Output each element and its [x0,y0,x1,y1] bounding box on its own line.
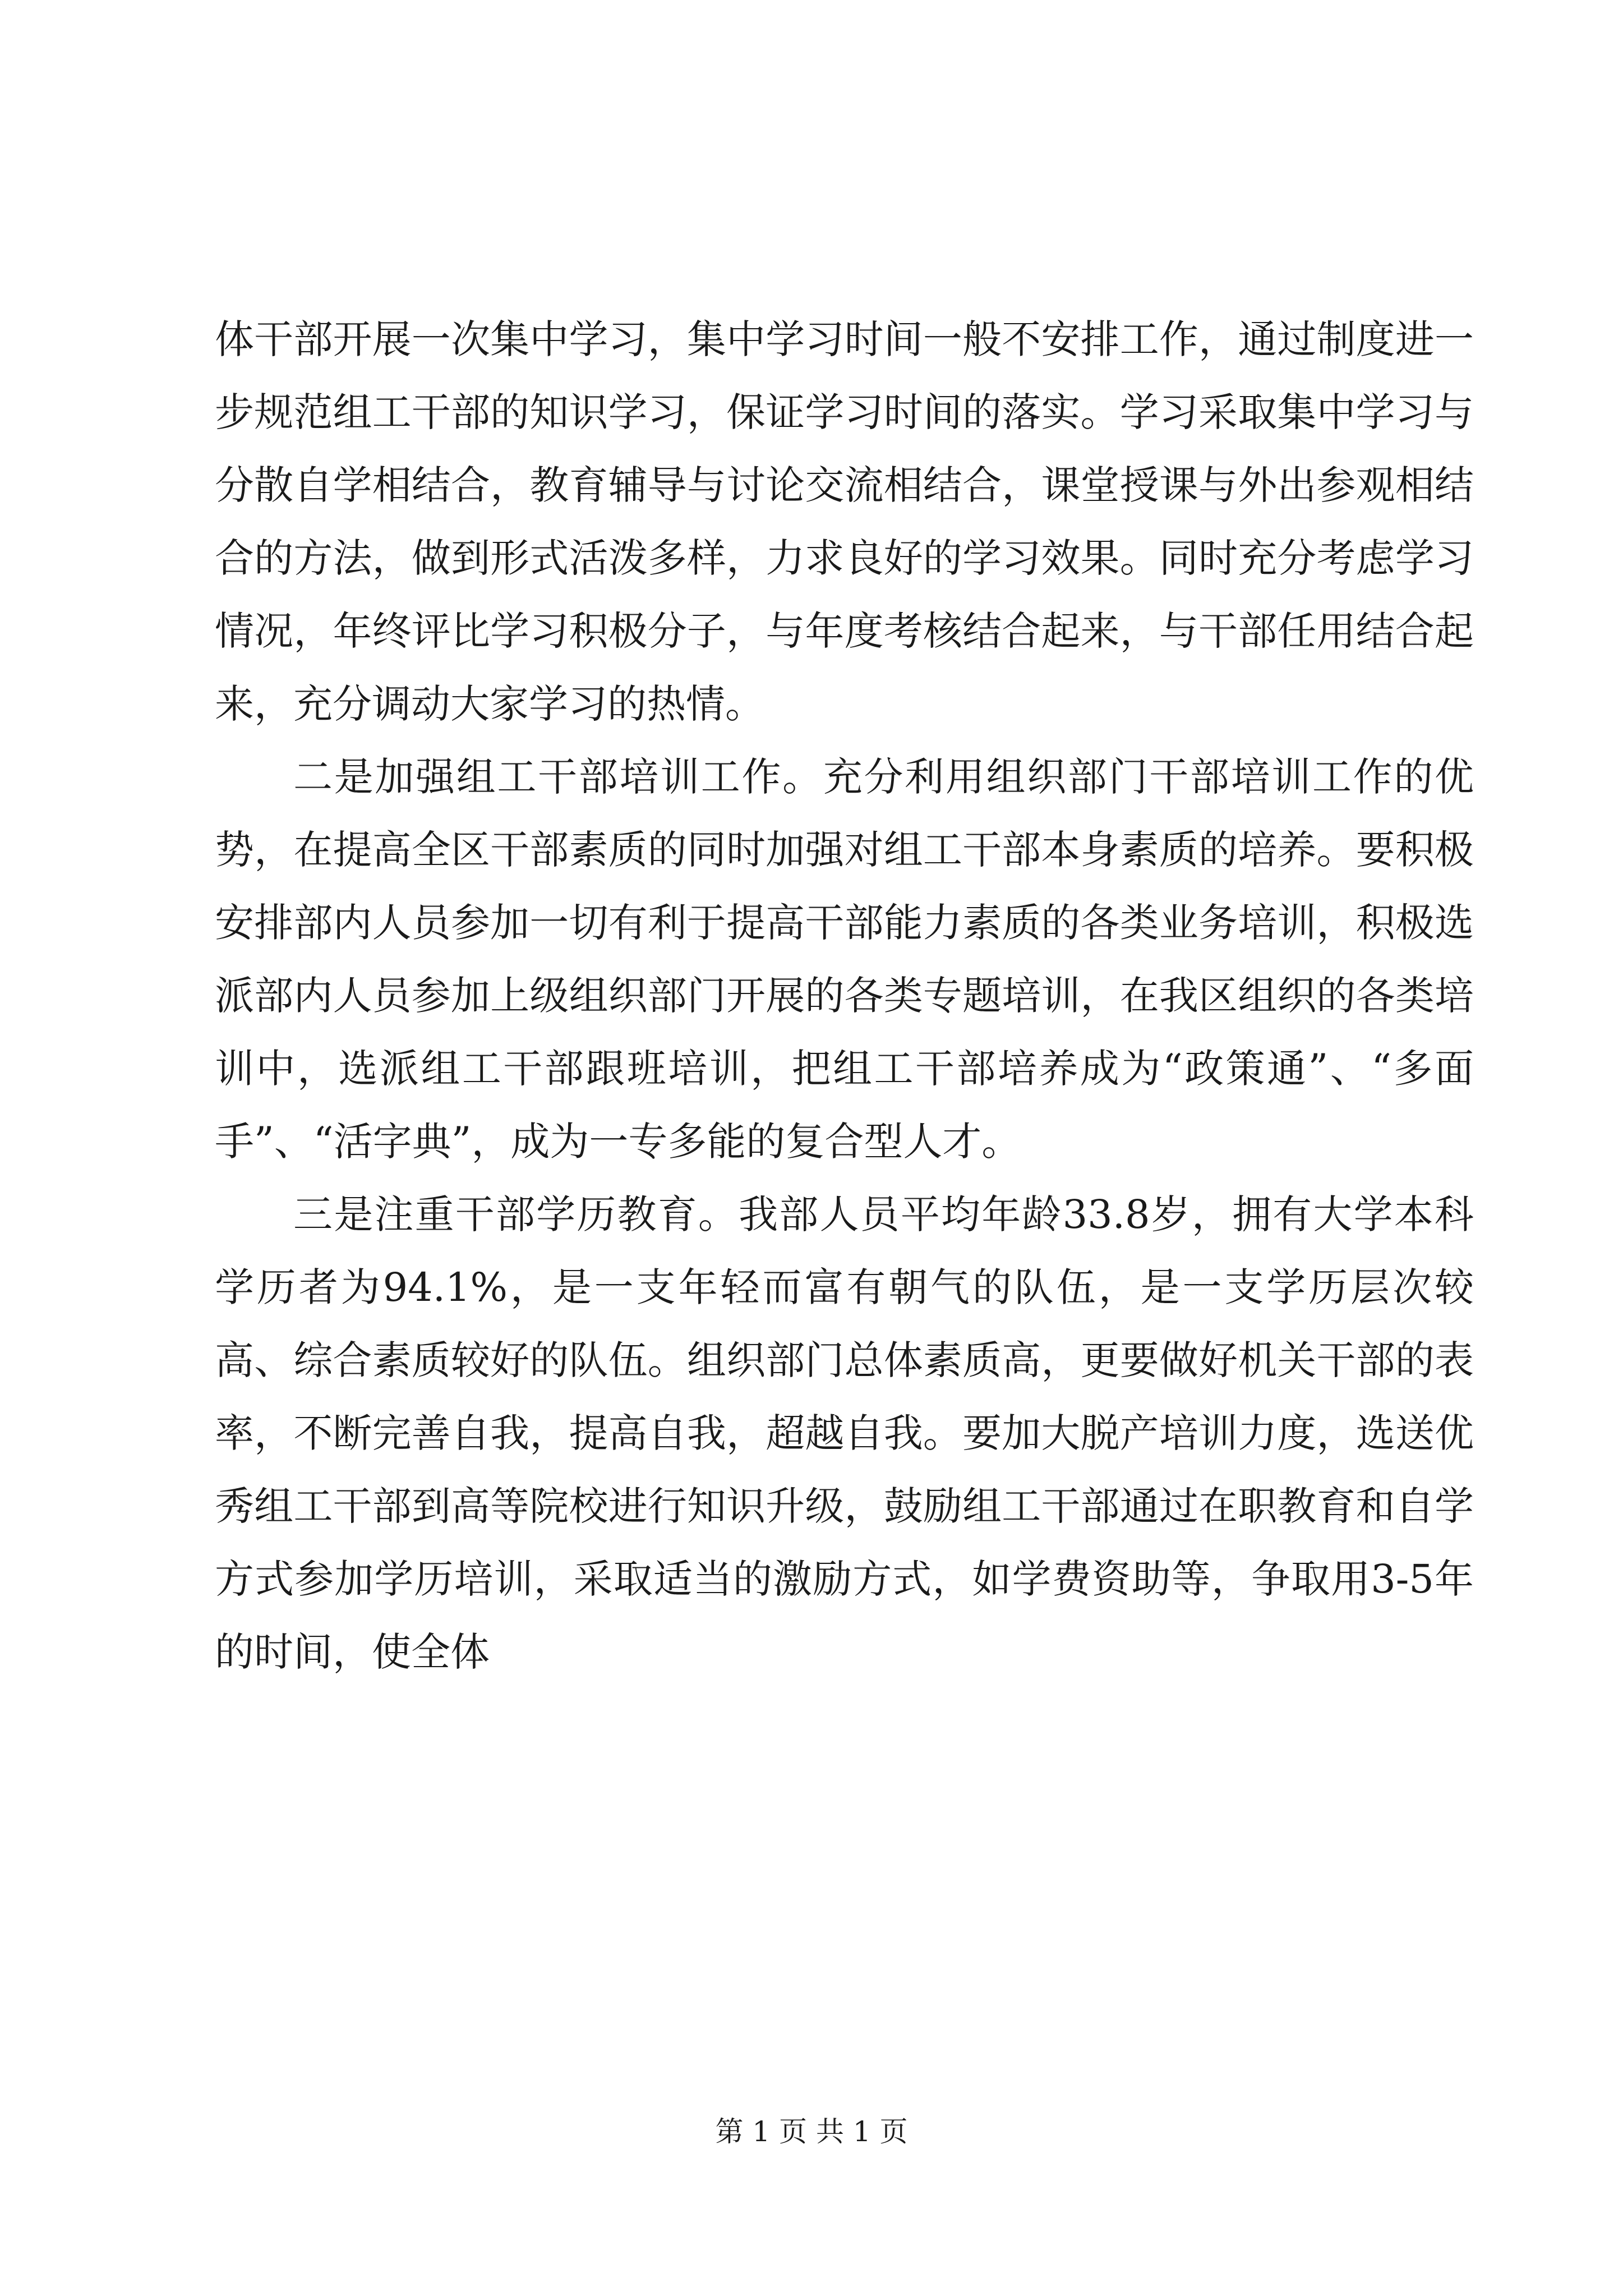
paragraph-education: 三是注重干部学历教育。我部人员平均年龄33.8岁，拥有大学本科学历者为94.1%，是一支年轻而富有朝气的队伍，是一支学历层次较高、综合素质较好的队伍。组织部门总体素质高，更要做好机关干部的表率，不断完善自我，提高自我，超越自我。要加大脱产培训力度，选送优秀组工干部到高等院校进行知识升级，鼓励组工干部通过在职教育和自学方式参加学历培训，采取适当的激励方式，如学费资助等，争取用3-5年的时间，使全体 [215,1191,1474,1675]
page-footer: 第 1 页 共 1 页 [715,2115,908,2148]
document-body [215,303,1474,1688]
paragraph-training: 二是加强组工干部培训工作。充分利用组织部门干部培训工作的优势，在提高全区干部素质的同时加强对组工干部本身素质的培养。要积极安排部内人员参加一切有利于提高干部能力素质的各类业务培训，积极选派部内人员参加上级组织部门开展的各类专题培训，在我区组织的各类培训中，选派组工干部跟班培训，把组工干部培养成为“政策通”、“多面手”、“活字典”，成为一专多能的复合型人才。 [215,754,1474,1165]
paragraph-continuation: 体干部开展一次集中学习，集中学习时间一般不安排工作，通过制度进一步规范组工干部的知识学习，保证学习时间的落实。学习采取集中学习与分散自学相结合，教育辅导与讨论交流相结合，课堂授课与外出参观相结合的方法，做到形式活泼多样，力求良好的学习效果。同时充分考虑学习情况，年终评比学习积极分子，与年度考核结合起来，与干部任用结合起来，充分调动大家学习的热情。 [215,316,1474,727]
